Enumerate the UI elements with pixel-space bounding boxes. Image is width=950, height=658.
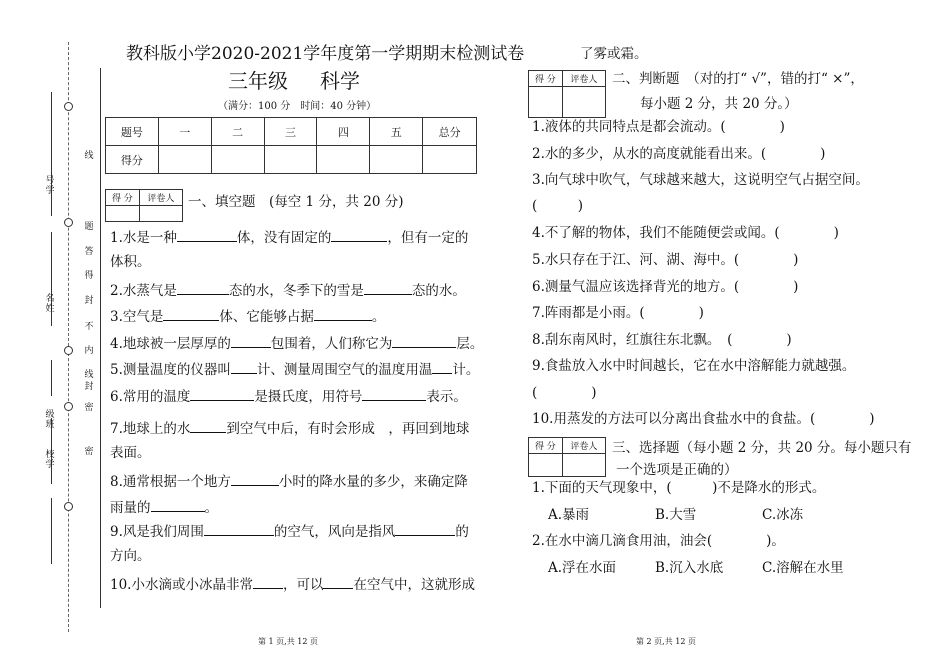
fill-line-7b: 表面。 [110, 445, 151, 461]
grader-score-cell[interactable] [106, 206, 140, 222]
score-header: 四 [317, 118, 370, 146]
fill-line-5: 5.测量温度的仪器叫 计、测量周围空气的温度用温 计。 [110, 359, 479, 379]
score-cell[interactable] [211, 146, 264, 174]
fill-line-8: 8.通常根据一个地方 小时的降水量的多少，来确定降 [110, 471, 468, 491]
exam-info: （满分：100 分 时间：40 分钟） [218, 101, 377, 112]
seal-char: 答 [84, 247, 94, 257]
section2-subtitle: 每小题 2 分，共 20 分。） [640, 96, 798, 112]
answer-blank[interactable] [432, 359, 452, 374]
answer-blank[interactable] [231, 359, 257, 374]
grader-name-cell[interactable] [562, 87, 605, 118]
seal-char: 内 [84, 346, 94, 356]
page-footer-right: 第 2 页,共 12 页 [636, 637, 696, 646]
answer-blank[interactable] [395, 521, 455, 536]
binding-hole [64, 102, 73, 111]
grader-box-3 [528, 437, 606, 477]
grader-score-cell[interactable] [529, 87, 563, 118]
judge-item: 1.液体的共同特点是都会流动。( ) [532, 119, 785, 135]
grader-box-2 [528, 70, 606, 118]
binding-hole [64, 402, 73, 411]
judge-item: ( ) [532, 385, 597, 401]
grader-name-label: 评卷人 [562, 71, 605, 87]
fill-line-8b: 雨量的 。 [110, 497, 218, 517]
exam-grade: 三年级 [228, 69, 288, 93]
grader-score-label: 得 分 [106, 190, 140, 206]
answer-blank[interactable] [177, 280, 229, 295]
answer-blank[interactable] [314, 306, 372, 321]
seal-char: 线 [84, 151, 94, 161]
answer-blank[interactable] [151, 497, 205, 512]
grader-score-cell[interactable] [529, 454, 563, 477]
judge-item: 6.测量气温应该选择背光的地方。( ) [532, 279, 799, 295]
judge-item: 9.食盐放入水中时间越长，它在水中溶解能力就越强。 [532, 358, 856, 374]
binding-hole [64, 218, 73, 227]
answer-blank[interactable] [190, 386, 254, 401]
section3-subtitle: 一个选项是正确的） [616, 462, 738, 478]
choice-option[interactable]: B.沉入水底 [655, 560, 724, 576]
label-student-id: 号学 [45, 176, 55, 196]
judge-item: ( ) [532, 198, 584, 214]
judge-item: 2.水的多少，从水的高度就能看出来。( ) [532, 146, 826, 162]
score-header: 一 [158, 118, 211, 146]
judge-item: 3.向气球中吹气，气球越来越大，这说明空气占据空间。 [532, 172, 869, 188]
section3-title: 三、选择题（每小题 2 分，共 20 分。每小题只有 [612, 440, 912, 456]
choice-option[interactable]: C.溶解在水里 [762, 560, 844, 576]
grader-score-label: 得 分 [529, 438, 563, 454]
fill-line-1: 1.水是一种 体，没有固定的 ，但有一定的 [110, 227, 468, 247]
grader-name-cell[interactable] [139, 206, 182, 222]
binding-hole [64, 346, 73, 355]
seal-char: 得 [84, 271, 94, 281]
grader-name-cell[interactable] [562, 454, 605, 477]
answer-blank[interactable] [177, 227, 237, 242]
answer-blank[interactable] [253, 574, 283, 589]
label-school: 校学 [45, 450, 55, 470]
score-cell[interactable] [158, 146, 211, 174]
score-table [105, 117, 477, 174]
grader-name-label: 评卷人 [562, 438, 605, 454]
answer-blank[interactable] [364, 280, 412, 295]
fill-line-9b: 方向。 [110, 548, 151, 564]
fill-line-4: 4.地球被一层厚厚的 包围着，人们称它为 层。 [110, 333, 483, 353]
fill-line-3: 3.空气是 体、它能够占据 。 [110, 306, 385, 326]
judge-item: 5.水只存在于江、河、湖、海中。( ) [532, 252, 799, 268]
choice-question-2: 2.在水中滴几滴食用油，油会( )。 [532, 533, 785, 549]
judge-item: 10.用蒸发的方法可以分离出食盐水中的食盐。( ) [532, 411, 875, 427]
score-header: 五 [370, 118, 423, 146]
score-header: 二 [211, 118, 264, 146]
seal-char: 密 [84, 447, 94, 457]
fill-line-9: 9.风是我们周围 的空气，风向是指风 的 [110, 521, 469, 541]
grader-score-label: 得 分 [529, 71, 563, 87]
seal-char: 不 [84, 322, 94, 332]
answer-blank[interactable] [190, 418, 226, 433]
grader-box [105, 189, 183, 222]
score-header: 题号 [106, 118, 159, 146]
answer-blank[interactable] [331, 227, 387, 242]
score-cell[interactable] [264, 146, 317, 174]
section1-title: 一、填空题 (每空 1 分，共 20 分) [188, 194, 404, 210]
answer-blank[interactable] [231, 333, 271, 348]
binding-hole [64, 502, 73, 511]
seal-char: 封 [84, 382, 94, 392]
answer-blank[interactable] [204, 521, 274, 536]
choice-option[interactable]: A.暴雨 [548, 507, 590, 523]
fill-line-7: 7.地球上的水 到空气中后，有时会形成 ，再回到地球 [110, 418, 469, 438]
choice-question-1: 1.下面的天气现象中，( )不是降水的形式。 [532, 480, 826, 496]
continued-line: 了雾或霜。 [580, 46, 648, 62]
seal-char: 密 [84, 403, 94, 413]
score-header: 三 [264, 118, 317, 146]
answer-blank[interactable] [231, 471, 279, 486]
exam-subject: 科学 [320, 69, 360, 93]
choice-option[interactable]: B.大雪 [655, 507, 697, 523]
answer-blank[interactable] [392, 333, 456, 348]
score-header: 总分 [423, 118, 477, 146]
seal-char: 题 [84, 222, 94, 232]
label-name: 名姓 [45, 294, 55, 314]
grader-name-label: 评卷人 [139, 190, 182, 206]
score-row-label: 得分 [106, 146, 159, 174]
answer-blank[interactable] [362, 386, 426, 401]
judge-item: 8.刮东南风时，红旗往东北飘。 ( ) [532, 332, 792, 348]
fill-line-1b: 体积。 [110, 254, 151, 270]
choice-option[interactable]: A.浮在水面 [548, 560, 617, 576]
choice-option[interactable]: C.冰冻 [762, 507, 804, 523]
page-footer-left: 第 1 页,共 12 页 [258, 637, 318, 646]
score-cell[interactable] [423, 146, 477, 174]
label-class: 级班 [45, 410, 55, 430]
fill-line-2: 2.水蒸气是 态的水，冬季下的雪是 态的水。 [110, 280, 466, 300]
judge-item: 7.阵雨都是小雨。( ) [532, 305, 704, 321]
seal-char: 线 [84, 370, 94, 380]
fill-line-6: 6.常用的温度 是摄氏度，用符号 表示。 [110, 386, 467, 406]
answer-blank[interactable] [163, 306, 219, 321]
answer-blank[interactable] [323, 574, 353, 589]
judge-item: 4.不了解的物体，我们不能随便尝或闻。( ) [532, 225, 839, 241]
section2-title: 二、判断题 （对的打“ √”，错的打“ ×”， [612, 71, 864, 87]
score-cell[interactable] [370, 146, 423, 174]
score-cell[interactable] [317, 146, 370, 174]
exam-title: 教科版小学2020-2021学年度第一学期期末检测试卷 [126, 44, 525, 64]
seal-char: 封 [84, 296, 94, 306]
fill-line-10: 10.小水滴或小冰晶非常 ，可以 在空气中，这就形成 [110, 574, 475, 594]
